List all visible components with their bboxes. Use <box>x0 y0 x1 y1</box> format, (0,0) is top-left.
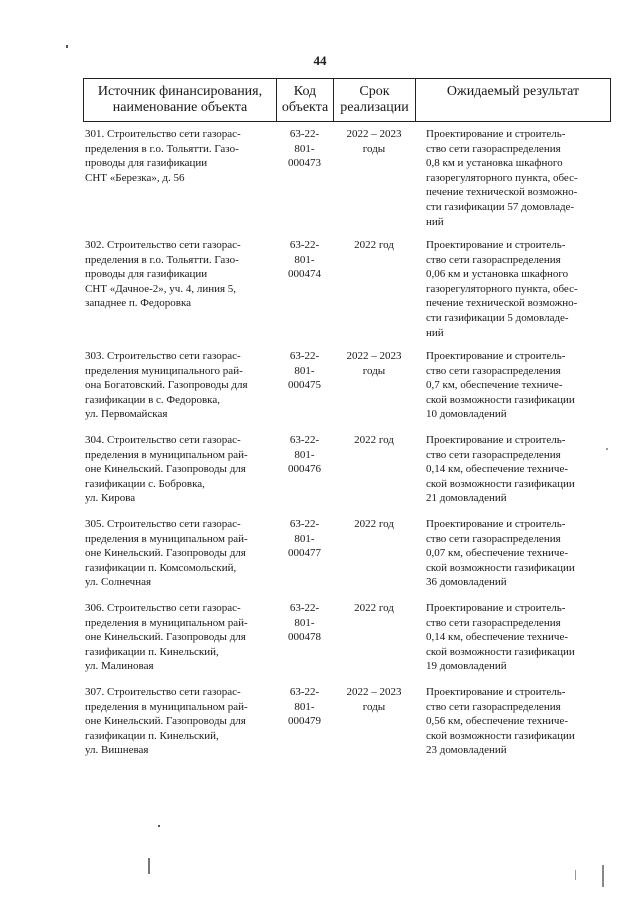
header-term: Срок реализации <box>333 78 415 122</box>
cell-term: 2022 год <box>354 434 394 446</box>
cell-result: Проектирование и строитель- ство сети газораспределения 0,14 км, обеспечение техниче- ской возможности газификации 19 домовладений <box>426 602 575 673</box>
cell-term: 2022 – 2023 годы <box>346 686 402 713</box>
scan-speck <box>575 870 576 880</box>
cell-source: 303. Строительство сети газорас- пределения муниципального рай- она Богатовский. Газопроводы для газификации в с. Федоровка, ул. Первомайская <box>85 350 248 421</box>
cell-code: 63-22- 801- 000479 <box>288 686 321 728</box>
table-header <box>83 78 611 122</box>
cell-result: Проектирование и строитель- ство сети газораспределения 0,06 км и установка шкафного газорегуляторного пункта, обес- печение технической возможно- сти газификации 5 домовладе- ний <box>426 239 578 339</box>
cell-source: 302. Строительство сети газорас- пределения в г.о. Тольятти. Газо- проводы для газификации СНТ «Дачное-2», уч. 4, линия 5, западнее п. Федоровка <box>85 239 241 310</box>
cell-result: Проектирование и строитель- ство сети газораспределения 0,7 км, обеспечение техниче- ской возможности газификации 10 домовладений <box>426 350 575 421</box>
scan-speck <box>148 858 150 874</box>
cell-result: Проектирование и строитель- ство сети газораспределения 0,56 км, обеспечение техниче- ской возможности газификации 23 домовладений <box>426 686 575 757</box>
header-result: Ожидаемый результат <box>415 78 611 122</box>
cell-code: 63-22- 801- 000478 <box>288 602 321 644</box>
cell-code: 63-22- 801- 000474 <box>288 239 321 281</box>
cell-code: 63-22- 801- 000475 <box>288 350 321 392</box>
scan-speck <box>606 448 608 450</box>
cell-code: 63-22- 801- 000476 <box>288 434 321 476</box>
scan-speck <box>602 865 604 887</box>
cell-code: 63-22- 801- 000473 <box>288 128 321 170</box>
cell-code: 63-22- 801- 000477 <box>288 518 321 560</box>
header-source: Источник финансирования, наименование объекта <box>83 78 276 122</box>
cell-result: Проектирование и строитель- ство сети газораспределения 0,14 км, обеспечение техниче- ской возможности газификации 21 домовладений <box>426 434 575 505</box>
cell-term: 2022 – 2023 годы <box>346 350 402 377</box>
cell-source: 307. Строительство сети газорас- пределения в муниципальном рай- оне Кинельский. Газопроводы для газификации п. Кинельский, ул. Вишневая <box>85 686 248 757</box>
cell-term: 2022 год <box>354 518 394 530</box>
cell-source: 304. Строительство сети газорас- пределения в муниципальном рай- оне Кинельский. Газопроводы для газификации с. Бобровка, ул. Кирова <box>85 434 248 505</box>
cell-result: Проектирование и строитель- ство сети газораспределения 0,07 км, обеспечение техниче- ской возможности газификации 36 домовладений <box>426 518 575 589</box>
cell-source: 301. Строительство сети газорас- пределения в г.о. Тольятти. Газо- проводы для газификации СНТ «Березка», д. 56 <box>85 128 241 184</box>
cell-result: Проектирование и строитель- ство сети газораспределения 0,8 км и установка шкафного газорегуляторного пункта, обес- печение технической возможно- сти газификации 57 домовладе- ний <box>426 128 578 228</box>
header-code: Код объекта <box>276 78 333 122</box>
page-number: 44 <box>313 53 327 68</box>
cell-source: 306. Строительство сети газорас- пределения в муниципальном рай- оне Кинельский. Газопроводы для газификации п. Кинельский, ул. Малиновая <box>85 602 248 673</box>
cell-term: 2022 год <box>354 602 394 614</box>
cell-term: 2022 год <box>354 239 394 251</box>
cell-term: 2022 – 2023 годы <box>346 128 402 155</box>
scan-speck <box>66 45 68 48</box>
cell-source: 305. Строительство сети газорас- пределения в муниципальном рай- оне Кинельский. Газопроводы для газификации п. Комсомольский, ул. Солнечная <box>85 518 248 589</box>
scan-speck <box>158 825 160 827</box>
